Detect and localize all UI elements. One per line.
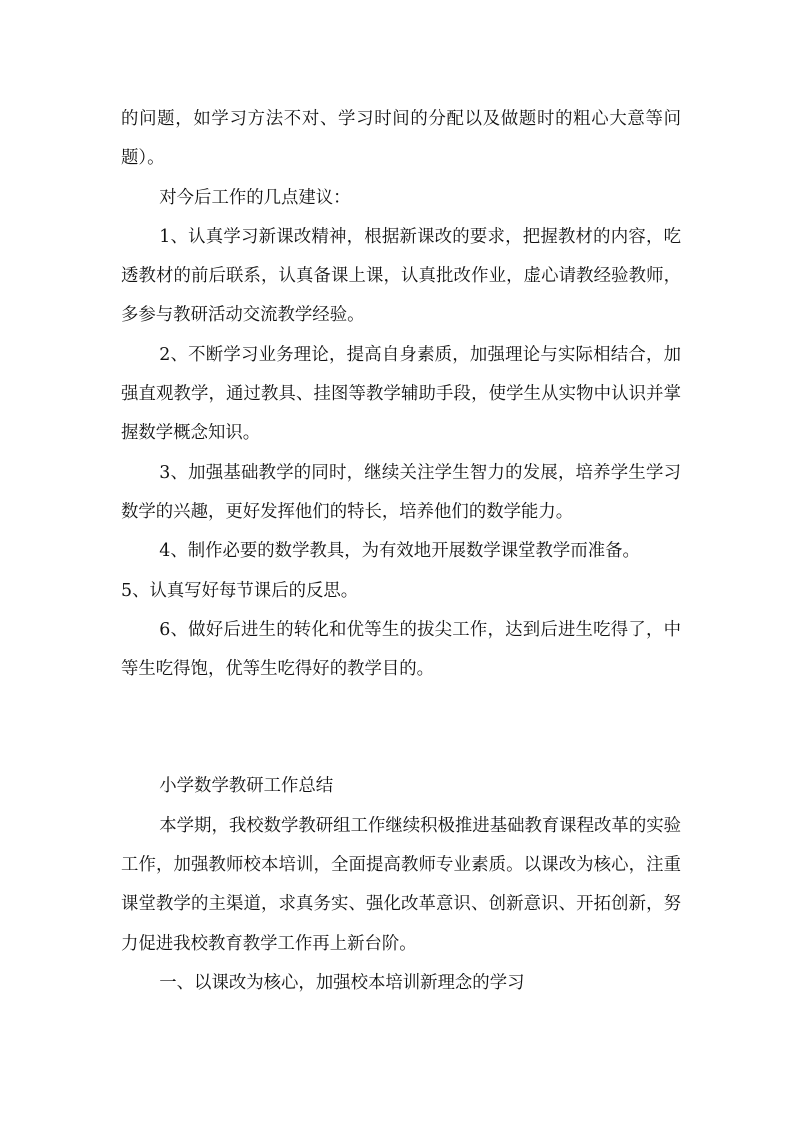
section-spacer — [121, 689, 681, 767]
suggestion-item-2: 2、不断学习业务理论，提高自身素质，加强理论与实际相结合，加强直观教学，通过教具、挂图等教学辅助手段，使学生从实物中认识并掌握数学概念知识。 — [121, 344, 681, 444]
section-title: 小学数学教研工作总结 — [159, 776, 334, 797]
suggestion-item-5: 5、认真写好每节课后的反思。 — [121, 580, 359, 601]
suggestions-heading: 对今后工作的几点建议： — [159, 187, 351, 208]
suggestion-item-3: 3、加强基础教学的同时，继续关注学生智力的发展，培养学生学习数学的兴趣，更好发挥他们的特长，培养他们的数学能力。 — [121, 462, 681, 522]
intro-paragraph: 本学期，我校数学教研组工作继续积极推进基础教育课程改革的实验工作，加强教师校本培训，全面提高教师专业素质。以课改为核心，注重课堂教学的主渠道，求真务实、强化改革意识、创新意识、开拓创新，努力促进我校教育教学工作再上新台阶。 — [121, 815, 681, 954]
subheading: 一、以课改为核心，加强校本培训新理念的学习 — [159, 972, 525, 993]
continuation-paragraph: 的问题，如学习方法不对、学习时间的分配以及做题时的粗心大意等问题）。 — [121, 109, 681, 169]
suggestion-item-4: 4、制作必要的数学教具，为有效地开展数学课堂教学而准备。 — [159, 541, 640, 562]
suggestion-item-6: 6、做好后进生的转化和优等生的拔尖工作，达到后进生吃得了，中等生吃得饱，优等生吃得好的教学目的。 — [121, 619, 681, 680]
document-body — [121, 100, 681, 1003]
suggestion-item-1: 1、认真学习新课改精神，根据新课改的要求，把握教材的内容，吃透教材的前后联系，认真备课上课，认真批改作业，虚心请教经验教师，多参与教研活动交流教学经验。 — [121, 226, 681, 326]
